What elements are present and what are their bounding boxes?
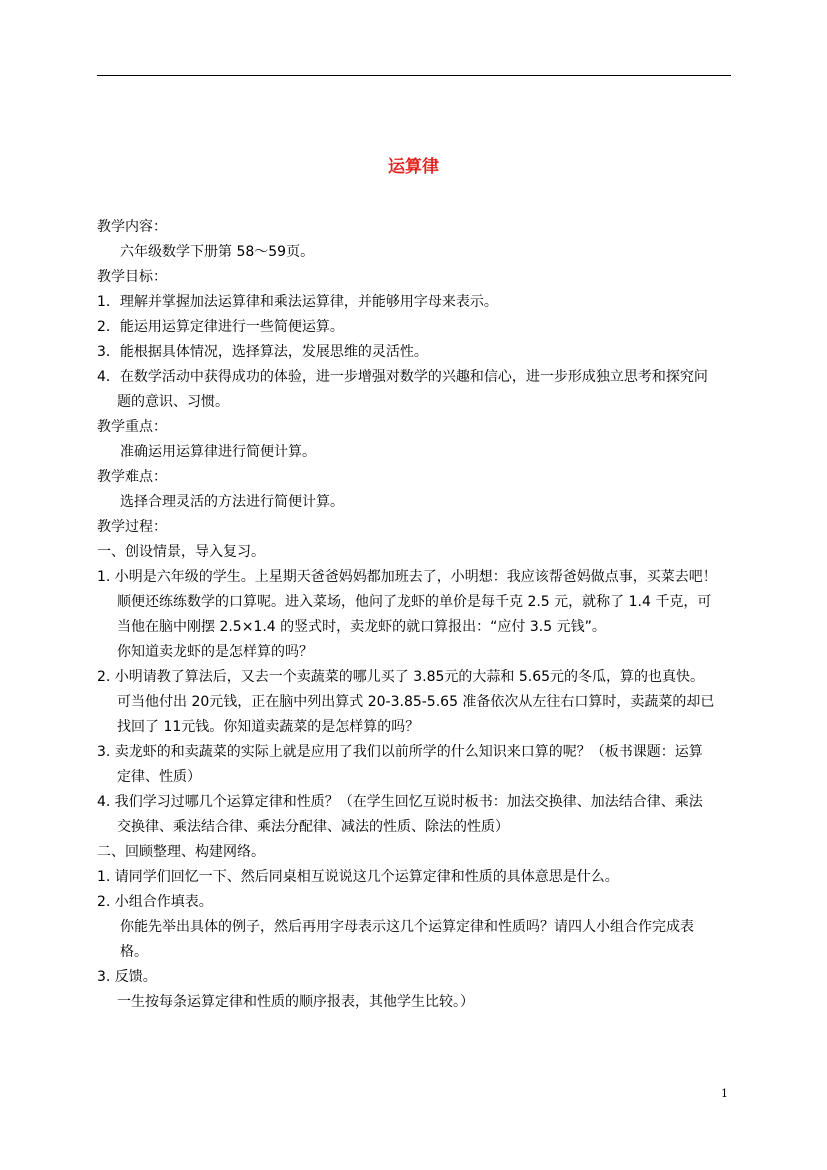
text-line: 顺便还练练数学的口算呢。进入菜场，他问了龙虾的单价是每千克 2.5 元，就称了 1.4 千克，可 [117, 594, 712, 610]
text-line: 教学难点： [97, 469, 167, 485]
text-line: 一、创设情景，导入复习。 [97, 544, 265, 560]
text-line: 4．在数学活动中获得成功的体验，进一步增强对数学的兴趣和信心，进一步形成独立思考和探究问 [97, 369, 708, 385]
text-line: 一生按每条运算定律和性质的顺序报表，其他学生比较。） [117, 994, 474, 1010]
text-line: 六年级数学下册第 58～59页。 [120, 244, 315, 260]
text-line: 找回了 11元钱。你知道卖蔬菜的是怎样算的吗？ [117, 719, 420, 735]
text-line: 二、回顾整理、构建网络。 [97, 844, 265, 860]
text-line: 题的意识、习惯。 [117, 394, 229, 410]
header-rule [97, 75, 731, 76]
text-line: 3．能根据具体情况，选择算法，发展思维的灵活性。 [97, 344, 428, 360]
text-line: 教学目标： [97, 269, 167, 285]
text-line: 定律、性质） [117, 769, 201, 785]
text-line: 1. 小明是六年级的学生。上星期天爸爸妈妈都加班去了，小明想：我应该帮爸妈做点事，买菜去吧！ [97, 569, 717, 585]
text-line: 3. 反馈。 [97, 969, 157, 985]
document-body [97, 215, 737, 1015]
text-line: 1．理解并掌握加法运算律和乘法运算律，并能够用字母来表示。 [97, 294, 498, 310]
text-line: 1. 请同学们回忆一下、然后同桌相互说说这几个运算定律和性质的具体意思是什么。 [97, 869, 619, 885]
text-line: 2．能运用运算定律进行一些简便运算。 [97, 319, 344, 335]
text-line: 当他在脑中刚摆 2.5×1.4 的竖式时，卖龙虾的就口算报出：“应付 3.5 元钱”。 [117, 619, 606, 635]
text-line: 选择合理灵活的方法进行简便计算。 [120, 494, 344, 510]
text-line: 教学内容： [97, 219, 167, 235]
text-line: 2. 小明请教了算法后，又去一个卖蔬菜的哪儿买了 3.85元的大蒜和 5.65元的冬瓜，算的也真快。 [97, 669, 705, 685]
text-line: 2. 小组合作填表。 [97, 894, 213, 910]
text-line: 4. 我们学习过哪几个运算定律和性质？（在学生回忆互说时板书：加法交换律、加法结合律、乘法 [97, 794, 703, 810]
text-line: 可当他付出 20元钱，正在脑中列出算式 20-3.85-5.65 准备依次从左往右口算时，卖蔬菜的却已 [117, 694, 715, 710]
text-line: 准确运用运算律进行简便计算。 [120, 444, 316, 460]
text-line: 交换律、乘法结合律、乘法分配律、减法的性质、除法的性质） [117, 819, 509, 835]
text-line: 你能先举出具体的例子，然后再用字母表示这几个运算定律和性质吗？请四人小组合作完成表 [120, 919, 694, 935]
text-line: 你知道卖龙虾的是怎样算的吗？ [117, 644, 313, 660]
text-line: 教学重点： [97, 419, 167, 435]
text-line: 格。 [120, 944, 148, 960]
document-title: 运算律 [388, 157, 439, 177]
text-line: 3. 卖龙虾的和卖蔬菜的实际上就是应用了我们以前所学的什么知识来口算的呢？（板书课题：运算 [97, 744, 703, 760]
page-number: 1 [721, 1087, 728, 1100]
text-line: 教学过程： [97, 519, 167, 535]
